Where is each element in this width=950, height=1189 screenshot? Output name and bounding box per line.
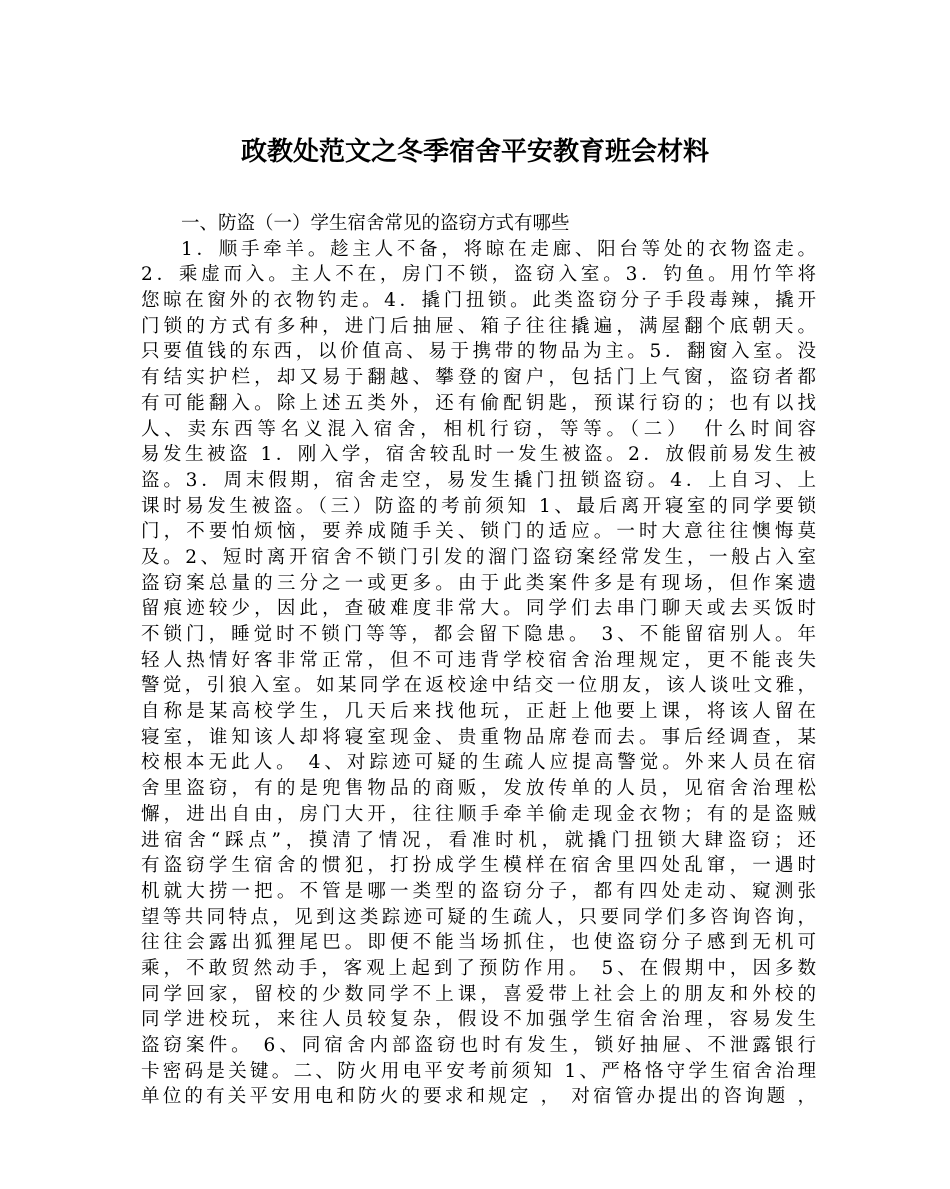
text-line: 有盗窃学生宿舍的惯犯，打扮成学生模样在宿舍里四处乱窜，一遇时 [141,855,816,877]
text-line: 只要值钱的东西，以价值高、易于携带的物品为主。5．翻窗入室。没 [141,341,816,363]
text-line: 进宿舍“踩点”，摸清了情况，看准时机，就撬门扭锁大肆盗窃；还 [141,829,816,851]
text-line: 及。2、短时离开宿舍不锁门引发的溜门盗窃案经常发生，一般占入室 [141,546,816,568]
text-line: 舍里盗窃，有的是兜售物品的商贩，发放传单的人员，见宿舍治理松 [141,778,816,800]
text-line: 1．顺手牵羊。趁主人不备，将晾在走廊、阳台等处的衣物盗走。 [181,238,816,260]
text-line: 往往会露出狐狸尾巴。即便不能当场抓住，也使盗窃分子感到无机可 [141,932,816,954]
text-line: 卡密码是关键。二、防火用电平安考前须知 1、严格恪守学生宿舍治理 [141,1060,816,1082]
text-line: 寝室，谁知该人却将寝室现金、贵重物品席卷而去。事后经调查，某 [141,726,816,748]
text-line: 盗窃案件。 6、同宿舍内部盗窃也时有发生，锁好抽屉、不泄露银行 [141,1035,816,1056]
text-line: 人、卖东西等名义混入宿舍，相机行窃，等等。（二） 什么时间容 [141,418,816,440]
text-line: 门锁的方式有多种，进门后抽屉、箱子往往撬遍，满屋翻个底朝天。 [141,315,816,337]
text-line: 盗窃案总量的三分之一或更多。由于此类案件多是有现场，但作案遗 [141,572,816,594]
text-line: 乘，不敢贸然动手，客观上起到了预防作用。 5、在假期中，因多数 [141,957,816,979]
text-line: 易发生被盗 1．刚入学，宿舍较乱时一发生被盗。2．放假前易发生被 [141,444,816,466]
text-line: 一、防盗（一）学生宿舍常见的盗窃方式有哪些 [181,213,570,234]
body-text [141,211,816,1110]
text-line: 望等共同特点，见到这类踪迹可疑的生疏人，只要同学们多咨询咨询， [141,906,816,928]
text-line: 您晾在窗外的衣物钓走。4．撬门扭锁。此类盗窃分子手段毒辣，撬开 [141,290,816,312]
text-line: 留痕迹较少，因此，查破难度非常大。同学们去串门聊天或去买饭时 [141,598,816,620]
text-line: 自称是某高校学生，几天后来找他玩，正赶上他要上课，将该人留在 [141,701,816,723]
text-line: 机就大捞一把。不管是哪一类型的盗窃分子，都有四处走动、窥测张 [141,880,816,902]
page-title: 政教处范文之冬季宿舍平安教育班会材料 [240,137,709,167]
text-line: 门，不要怕烦恼，要养成随手关、锁门的适应。一时大意往往懊悔莫 [141,521,816,543]
text-line: 有可能翻入。除上述五类外，还有偷配钥匙，预谋行窃的；也有以找 [141,392,816,414]
text-line: 懈，进出自由，房门大开，往往顺手牵羊偷走现金衣物；有的是盗贼 [141,803,816,825]
text-line: 同学进校玩，来往人员较复杂，假设不加强学生宿舍治理，容易发生 [141,1009,816,1031]
text-line: 2．乘虚而入。主人不在，房门不锁，盗窃入室。3．钓鱼。用竹竿将 [141,264,816,286]
text-line: 课时易发生被盗。（三）防盗的考前须知 1、最后离开寝室的同学要锁 [141,495,816,517]
text-line: 警觉，引狼入室。如某同学在返校途中结交一位朋友，该人谈吐文雅， [141,675,816,697]
text-line: 盗。3．周末假期，宿舍走空，易发生撬门扭锁盗窃。4．上自习、上 [141,469,816,491]
text-line: 单位的有关平安用电和防火的要求和规定 ， 对宿管办提出的咨询题 ， [141,1086,816,1108]
text-line: 不锁门，睡觉时不锁门等等，都会留下隐患。 3、不能留宿别人。年 [141,624,816,645]
text-line: 有结实护栏，却又易于翻越、攀登的窗户，包括门上气窗，盗窃者都 [141,367,816,389]
text-line: 校根本无此人。 4、对踪迹可疑的生疏人应提高警觉。外来人员在宿 [141,752,816,774]
text-line: 同学回家，留校的少数同学不上课，喜爱带上社会上的朋友和外校的 [141,983,816,1005]
text-line: 轻人热情好客非常正常，但不可违背学校宿舍治理规定，更不能丧失 [141,649,816,671]
